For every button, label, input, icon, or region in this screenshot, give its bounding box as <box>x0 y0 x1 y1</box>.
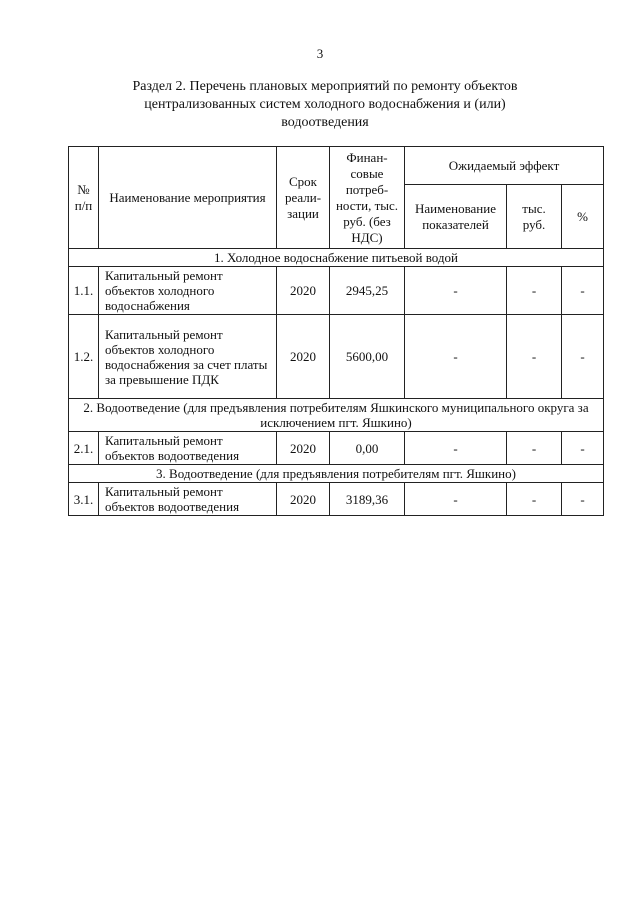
row-indicators: - <box>405 483 507 516</box>
row-finance: 2945,25 <box>330 267 405 315</box>
page-number: 3 <box>316 46 324 61</box>
row-term: 2020 <box>277 267 330 315</box>
title-line-2: централизованных систем холодного водоснабжения и (или) <box>144 97 506 112</box>
plan-table <box>68 146 604 516</box>
table-row <box>69 483 604 516</box>
row-name: Капитальный ремонт объектов водоотведения <box>99 432 277 465</box>
header-effect: Ожидаемый эффект <box>405 147 604 185</box>
header-thousand-rub: тыс. руб. <box>507 185 562 249</box>
row-pct: - <box>562 267 604 315</box>
row-indicators: - <box>405 267 507 315</box>
row-finance: 0,00 <box>330 432 405 465</box>
title-line-1: Раздел 2. Перечень плановых мероприятий по ремонту объектов <box>132 79 518 94</box>
title-line-3: водоотведения <box>281 115 369 130</box>
header-indicators: Наименование показателей <box>405 185 507 249</box>
table-row <box>69 432 604 465</box>
section-row-3 <box>69 465 604 483</box>
row-rub: - <box>507 483 562 516</box>
row-pct: - <box>562 315 604 399</box>
section-title-2: 2. Водоотведение (для предъявления потребителям Яшкинского муниципального округа за исключением пгт. Яшкино) <box>69 399 604 432</box>
row-term: 2020 <box>277 483 330 516</box>
header-num: № п/п <box>69 147 99 249</box>
row-indicators: - <box>405 315 507 399</box>
section-title-3: 3. Водоотведение (для предъявления потребителям пгт. Яшкино) <box>69 465 604 483</box>
table-row <box>69 267 604 315</box>
header-term: Срок реали-зации <box>277 147 330 249</box>
row-num: 2.1. <box>69 432 99 465</box>
row-finance: 5600,00 <box>330 315 405 399</box>
row-term: 2020 <box>277 315 330 399</box>
row-name: Капитальный ремонт объектов холодного водоснабжения за счет платы за превышение ПДК <box>99 315 277 399</box>
row-pct: - <box>562 432 604 465</box>
header-percent: % <box>562 185 604 249</box>
row-num: 1.2. <box>69 315 99 399</box>
row-name: Капитальный ремонт объектов холодного водоснабжения <box>99 267 277 315</box>
section-row-1 <box>69 249 604 267</box>
row-finance: 3189,36 <box>330 483 405 516</box>
header-finance: Финан-совые потреб-ности, тыс. руб. (без НДС) <box>330 147 405 249</box>
section-title-1: 1. Холодное водоснабжение питьевой водой <box>69 249 604 267</box>
row-num: 1.1. <box>69 267 99 315</box>
row-rub: - <box>507 267 562 315</box>
row-num: 3.1. <box>69 483 99 516</box>
row-rub: - <box>507 315 562 399</box>
row-name: Капитальный ремонт объектов водоотведения <box>99 483 277 516</box>
row-pct: - <box>562 483 604 516</box>
row-rub: - <box>507 432 562 465</box>
header-name: Наименование мероприятия <box>99 147 277 249</box>
section-title <box>90 78 560 132</box>
row-term: 2020 <box>277 432 330 465</box>
row-indicators: - <box>405 432 507 465</box>
table-row <box>69 315 604 399</box>
section-row-2 <box>69 399 604 432</box>
